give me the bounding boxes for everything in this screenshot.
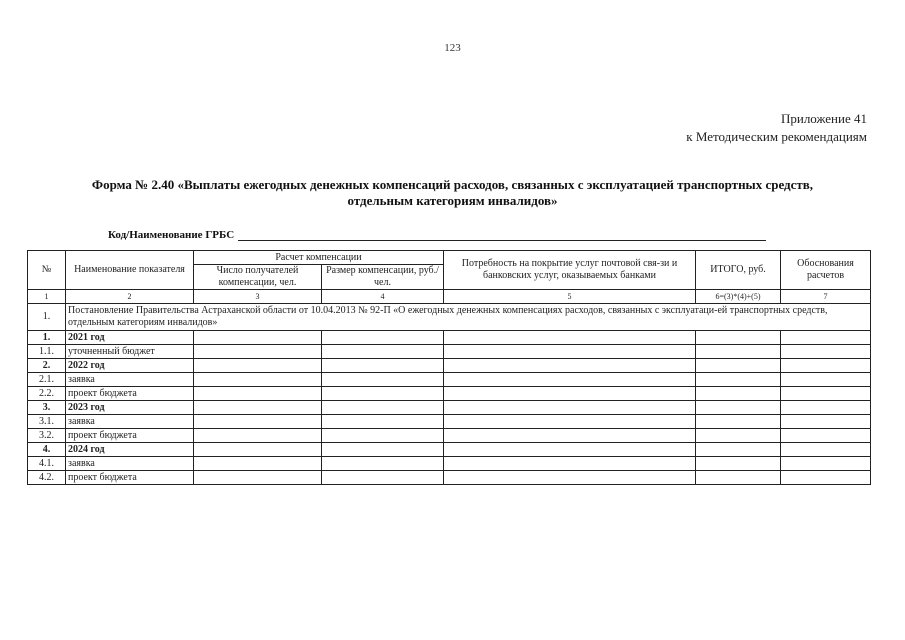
row-label: 2024 год (66, 443, 194, 457)
table-row (28, 471, 871, 485)
grbs-field (108, 229, 766, 241)
row-cell-empty[interactable] (696, 429, 781, 443)
row-cell-empty[interactable] (696, 415, 781, 429)
compensation-table (27, 250, 871, 485)
row-cell-empty[interactable] (444, 401, 696, 415)
row-label: 2022 год (66, 359, 194, 373)
row-cell-empty[interactable] (322, 471, 444, 485)
header-recipients: Число получателей компенсации, чел. (194, 265, 322, 290)
row-num: 2.2. (28, 387, 66, 401)
row-num: 3.2. (28, 429, 66, 443)
row-cell-empty[interactable] (194, 331, 322, 345)
row-num: 2.1. (28, 373, 66, 387)
row-cell-empty[interactable] (194, 471, 322, 485)
row-num: 4.2. (28, 471, 66, 485)
row-cell-empty[interactable] (696, 331, 781, 345)
row-label: заявка (66, 373, 194, 387)
row-label: заявка (66, 457, 194, 471)
row-num: 1. (28, 331, 66, 345)
row-label: проект бюджета (66, 387, 194, 401)
appendix-line-2: к Методическим рекомендациям (686, 129, 867, 144)
table-row (28, 387, 871, 401)
section-row (28, 304, 871, 331)
col-number: 6=(3)*(4)+(5) (696, 290, 781, 304)
column-number-row (28, 290, 871, 304)
row-cell-empty[interactable] (444, 331, 696, 345)
row-cell-empty[interactable] (696, 387, 781, 401)
grbs-label: Код/Наименование ГРБС (108, 229, 235, 241)
row-num: 4.1. (28, 457, 66, 471)
row-label: проект бюджета (66, 471, 194, 485)
page-number: 123 (444, 42, 461, 54)
appendix-line-1: Приложение 41 (780, 111, 867, 126)
row-cell-empty[interactable] (696, 443, 781, 457)
row-cell-empty[interactable] (781, 387, 871, 401)
row-cell-empty[interactable] (696, 401, 781, 415)
row-cell-empty[interactable] (322, 345, 444, 359)
col-number: 5 (444, 290, 696, 304)
row-cell-empty[interactable] (322, 429, 444, 443)
row-cell-empty[interactable] (781, 359, 871, 373)
row-cell-empty[interactable] (194, 429, 322, 443)
row-cell-empty[interactable] (781, 345, 871, 359)
row-cell-empty[interactable] (781, 471, 871, 485)
row-cell-empty[interactable] (696, 359, 781, 373)
header-total: ИТОГО, руб. (696, 251, 781, 290)
row-cell-empty[interactable] (781, 401, 871, 415)
section-num: 1. (28, 304, 66, 331)
row-label: заявка (66, 415, 194, 429)
row-cell-empty[interactable] (696, 457, 781, 471)
row-cell-empty[interactable] (444, 387, 696, 401)
row-cell-empty[interactable] (194, 359, 322, 373)
col-number: 1 (28, 290, 66, 304)
row-label: проект бюджета (66, 429, 194, 443)
row-num: 2. (28, 359, 66, 373)
row-cell-empty[interactable] (781, 373, 871, 387)
row-cell-empty[interactable] (781, 331, 871, 345)
row-cell-empty[interactable] (194, 457, 322, 471)
row-cell-empty[interactable] (444, 373, 696, 387)
table-row (28, 457, 871, 471)
header-need: Потребность на покрытие услуг почтовой свя-зи и банковских услуг, оказываемых банками (444, 251, 696, 290)
row-cell-empty[interactable] (322, 387, 444, 401)
row-cell-empty[interactable] (444, 359, 696, 373)
row-cell-empty[interactable] (781, 457, 871, 471)
row-num: 3. (28, 401, 66, 415)
row-cell-empty[interactable] (444, 443, 696, 457)
row-num: 1.1. (28, 345, 66, 359)
form-title-line-1: Форма № 2.40 «Выплаты ежегодных денежных компенсаций расходов, связанных с эксплуатацией транспортных средств, (91, 177, 814, 192)
section-text: Постановление Правительства Астраханской области от 10.04.2013 № 92-П «О ежегодных денежных компенсациях расходов, связанных с эксплуатаци-ей транспортных средств, отдельным категориям инвалидов» (66, 304, 871, 331)
row-cell-empty[interactable] (322, 331, 444, 345)
row-cell-empty[interactable] (322, 359, 444, 373)
table-row (28, 345, 871, 359)
row-label: 2021 год (66, 331, 194, 345)
row-cell-empty[interactable] (194, 345, 322, 359)
col-number: 7 (781, 290, 871, 304)
header-amount: Размер компенсации, руб./чел. (322, 265, 444, 290)
row-cell-empty[interactable] (322, 373, 444, 387)
row-cell-empty[interactable] (194, 373, 322, 387)
col-number: 2 (66, 290, 194, 304)
row-cell-empty[interactable] (781, 415, 871, 429)
row-cell-empty[interactable] (444, 457, 696, 471)
appendix-note (686, 110, 867, 146)
row-cell-empty[interactable] (194, 415, 322, 429)
table-row (28, 359, 871, 373)
form-title (20, 177, 885, 209)
row-cell-empty[interactable] (444, 429, 696, 443)
row-cell-empty[interactable] (194, 443, 322, 457)
table-row (28, 415, 871, 429)
row-num: 4. (28, 443, 66, 457)
col-number: 3 (194, 290, 322, 304)
row-cell-empty[interactable] (696, 345, 781, 359)
header-name: Наименование показателя (66, 251, 194, 290)
row-cell-empty[interactable] (194, 401, 322, 415)
row-cell-empty[interactable] (696, 373, 781, 387)
row-cell-empty[interactable] (322, 415, 444, 429)
row-label: уточненный бюджет (66, 345, 194, 359)
row-cell-empty[interactable] (444, 415, 696, 429)
table-row (28, 401, 871, 415)
grbs-blank-line[interactable] (238, 230, 766, 241)
table-row (28, 373, 871, 387)
form-title-line-2: отдельным категориям инвалидов» (347, 193, 558, 208)
col-number: 4 (322, 290, 444, 304)
row-cell-empty[interactable] (781, 443, 871, 457)
table-row (28, 331, 871, 345)
header-basis: Обоснования расчетов (781, 251, 871, 290)
row-cell-empty[interactable] (194, 387, 322, 401)
row-label: 2023 год (66, 401, 194, 415)
header-num: № (28, 251, 66, 290)
row-cell-empty[interactable] (444, 471, 696, 485)
row-cell-empty[interactable] (322, 443, 444, 457)
row-cell-empty[interactable] (696, 471, 781, 485)
row-cell-empty[interactable] (322, 457, 444, 471)
row-cell-empty[interactable] (781, 429, 871, 443)
row-num: 3.1. (28, 415, 66, 429)
table-row (28, 429, 871, 443)
row-cell-empty[interactable] (322, 401, 444, 415)
table-row (28, 443, 871, 457)
header-calc: Расчет компенсации (194, 251, 444, 265)
row-cell-empty[interactable] (444, 345, 696, 359)
